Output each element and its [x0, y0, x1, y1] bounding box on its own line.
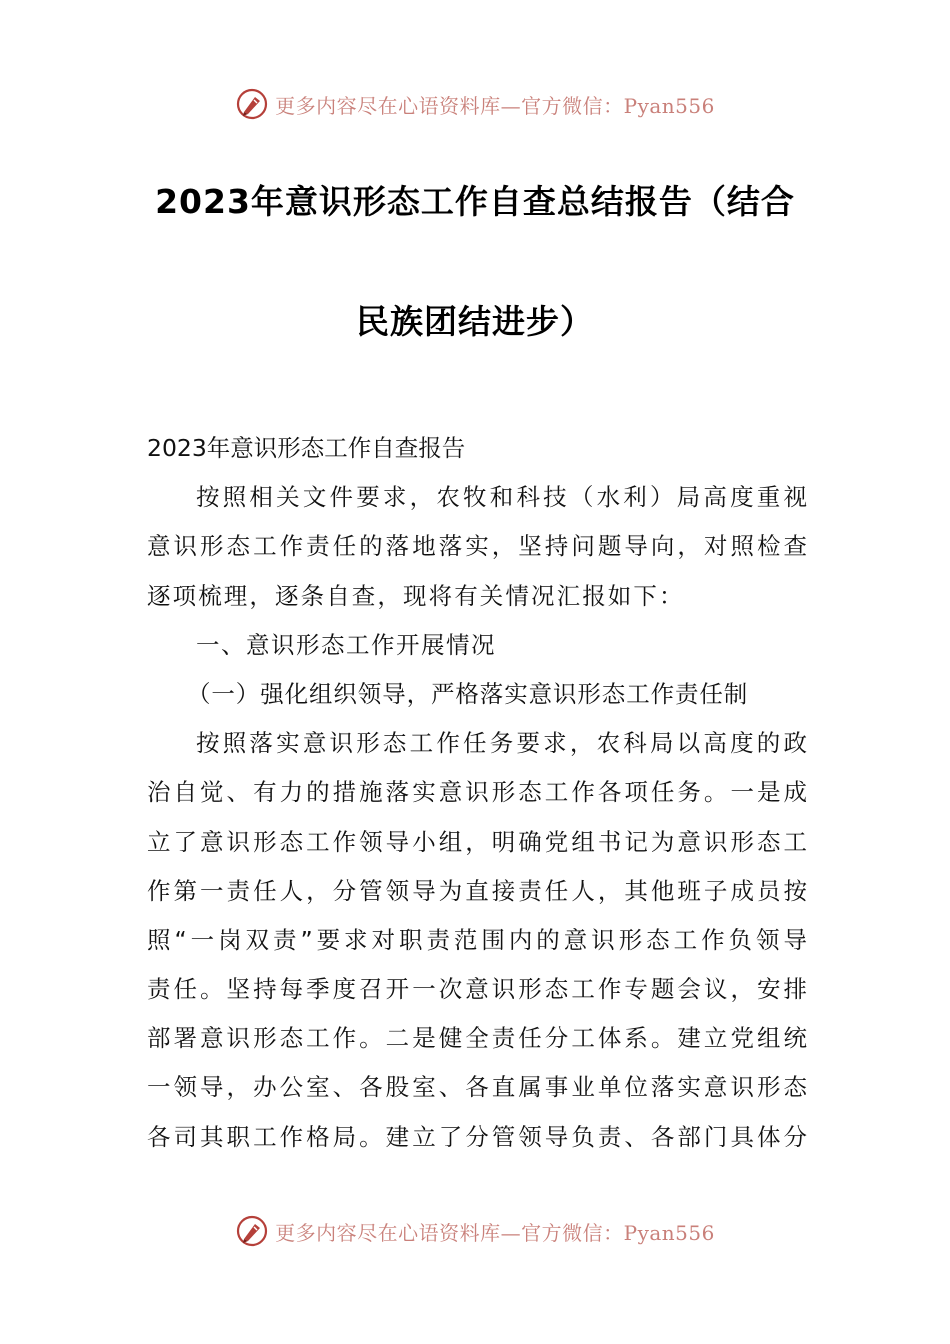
intro-line: 意识形态工作责任的落地落实，坚持问题导向，对照检查 — [147, 532, 807, 561]
watermark-text: 更多内容尽在心语资料库—官方微信：Pyan556 — [275, 1220, 715, 1245]
watermark-text: 更多内容尽在心语资料库—官方微信：Pyan556 — [275, 93, 715, 118]
subsection-heading: （一）强化组织领导，严格落实意识形态工作责任制 — [187, 679, 749, 708]
paragraph-line: 照“一岗双责”要求对职责范围内的意识形态工作负领导 — [147, 925, 807, 954]
paragraph-line: 立了意识形态工作领导小组，明确党组书记为意识形态工 — [147, 827, 807, 856]
document-title-line-2: 民族团结进步） — [356, 302, 594, 341]
intro-line: 逐项梳理，逐条自查，现将有关情况汇报如下： — [147, 581, 685, 610]
intro-line: 按照相关文件要求，农牧和科技（水利）局高度重视 — [196, 483, 807, 512]
pen-nib-icon — [235, 87, 269, 121]
paragraph-line: 部署意识形态工作。二是健全责任分工体系。建立党组统 — [147, 1024, 807, 1053]
paragraph-line: 一领导，办公室、各股室、各直属事业单位落实意识形态 — [147, 1073, 807, 1102]
paragraph-line: 作第一责任人，分管领导为直接责任人，其他班子成员按 — [147, 876, 807, 905]
header-watermark — [0, 84, 950, 124]
report-subtitle: 2023年意识形态工作自查报告 — [147, 434, 466, 462]
paragraph-line: 各司其职工作格局。建立了分管领导负责、各部门具体分 — [147, 1122, 807, 1151]
paragraph-line: 治自觉、有力的措施落实意识形态工作各项任务。一是成 — [147, 778, 807, 807]
paragraph-line: 责任。坚持每季度召开一次意识形态工作专题会议，安排 — [147, 975, 807, 1004]
footer-watermark — [0, 1211, 950, 1251]
pen-nib-icon — [235, 1214, 269, 1248]
document-body — [147, 424, 807, 1162]
paragraph-line: 按照落实意识形态工作任务要求，农科局以高度的政 — [196, 729, 807, 758]
section-heading: 一、意识形态工作开展情况 — [196, 630, 496, 659]
document-title-line-1: 2023年意识形态工作自查总结报告（结合 — [155, 182, 795, 221]
